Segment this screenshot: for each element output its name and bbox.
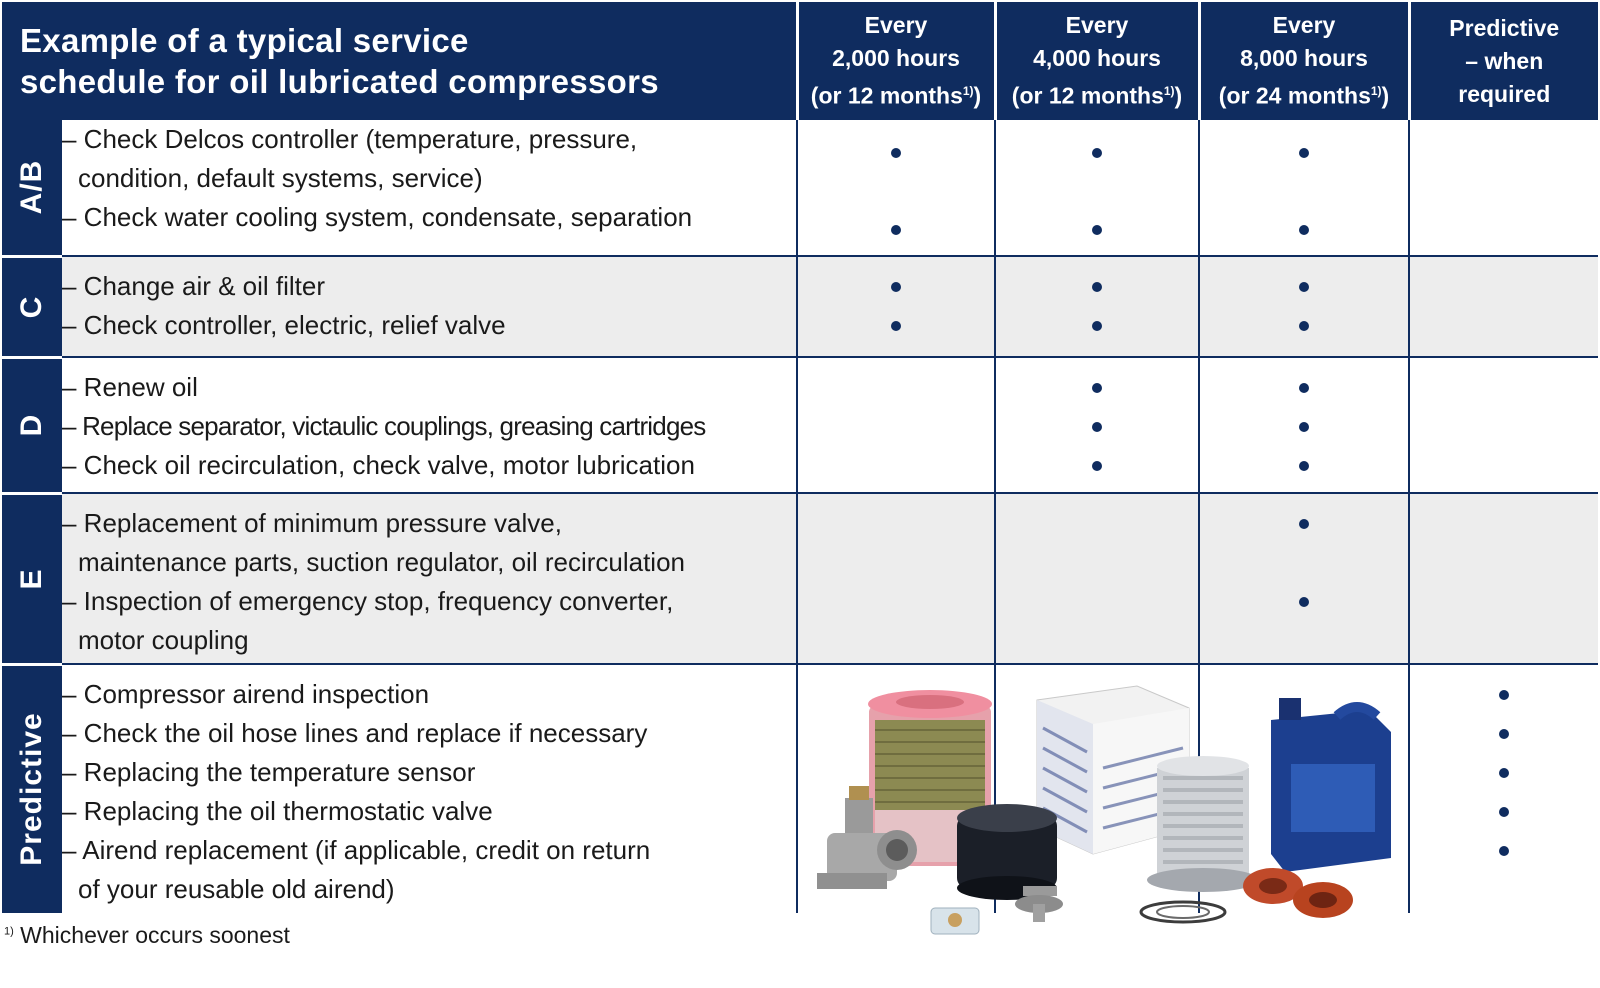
check-dot — [1299, 321, 1309, 331]
col-header-line: 2,000 hours — [832, 45, 960, 72]
task-line: – Compressor airend inspection — [62, 679, 430, 709]
col-header-line: Every — [1065, 12, 1129, 39]
task-line: of your reusable old airend) — [78, 874, 395, 904]
check-dot — [1299, 383, 1309, 393]
service-schedule — [2, 2, 1598, 913]
schedule-cell — [1409, 357, 1598, 493]
task-list — [62, 493, 797, 664]
task-line: maintenance parts, suction regulator, oil recirculation — [78, 547, 685, 577]
col-header-line: (or 24 months$^{1)}$) — [1218, 82, 1390, 109]
table-title — [2, 2, 797, 120]
schedule-cell — [995, 256, 1199, 357]
check-dot — [891, 321, 901, 331]
task-line: condition, default systems, service) — [78, 163, 483, 193]
table-row — [2, 664, 1598, 913]
col-header-line: Every — [1272, 12, 1336, 39]
col-header-line: 4,000 hours — [1033, 45, 1161, 72]
check-dot — [1299, 519, 1309, 529]
check-dot — [891, 225, 901, 235]
col-header-line: 8,000 hours — [1240, 45, 1368, 72]
check-dot — [1092, 461, 1102, 471]
category-c: C — [2, 256, 62, 357]
header-row — [2, 2, 1598, 120]
task-list — [62, 120, 797, 256]
schedule-cell — [1409, 256, 1598, 357]
col-header-line: (or 12 months$^{1)}$) — [1011, 82, 1183, 109]
category-ab: A/B — [2, 120, 62, 256]
task-line: – Renew oil — [62, 372, 198, 402]
title-line-1: Example of a typical service — [20, 22, 469, 59]
footnote-marker: 1) — [4, 925, 14, 938]
task-line: motor coupling — [78, 625, 249, 655]
col-header-line: required — [1458, 80, 1551, 107]
check-dot — [1299, 422, 1309, 432]
check-dot — [1299, 597, 1309, 607]
check-dot — [1499, 846, 1509, 856]
check-dot — [1299, 225, 1309, 235]
task-line: – Airend replacement (if applicable, credit on return — [62, 835, 651, 865]
task-list — [62, 664, 797, 913]
check-dot — [891, 148, 901, 158]
task-list — [62, 256, 797, 357]
table-row — [2, 120, 1598, 256]
schedule-cell — [1199, 256, 1409, 357]
title-line-2: schedule for oil lubricated compressors — [20, 63, 659, 100]
schedule-table — [2, 2, 1598, 913]
footnote — [4, 922, 290, 949]
task-line: – Check water cooling system, condensate, separation — [62, 202, 693, 232]
check-dot — [1499, 807, 1509, 817]
schedule-cell — [797, 357, 995, 493]
table-row — [2, 493, 1598, 664]
col-header-4000 — [995, 2, 1199, 120]
task-line: – Replacing the temperature sensor — [62, 757, 476, 787]
check-dot — [1499, 690, 1509, 700]
col-header-line: Predictive — [1449, 14, 1560, 41]
schedule-cell — [1199, 120, 1409, 256]
check-dot — [891, 282, 901, 292]
task-line: – Replacement of minimum pressure valve, — [62, 508, 562, 538]
task-line: – Replacing the oil thermostatic valve — [62, 796, 493, 826]
col-header-line: – when — [1465, 47, 1544, 74]
schedule-cell — [797, 120, 995, 256]
task-line: – Check Delcos controller (temperature, pressure, — [62, 124, 638, 154]
col-header-predictive — [1409, 2, 1598, 120]
check-dot — [1092, 225, 1102, 235]
category-e: E — [2, 493, 62, 664]
check-dot — [1092, 422, 1102, 432]
check-dot — [1499, 729, 1509, 739]
schedule-cell — [797, 493, 995, 664]
table-row — [2, 357, 1598, 493]
schedule-cell — [995, 493, 1199, 664]
schedule-cell — [995, 357, 1199, 493]
category-d: D — [2, 357, 62, 493]
task-line: – Change air & oil filter — [62, 271, 326, 301]
category-predictive: Predictive — [2, 664, 62, 913]
schedule-cell — [797, 256, 995, 357]
check-dot — [1092, 148, 1102, 158]
col-header-8000 — [1199, 2, 1409, 120]
task-line: – Check controller, electric, relief valve — [62, 310, 506, 340]
footnote-text: Whichever occurs soonest — [20, 922, 290, 948]
schedule-cell — [1199, 493, 1409, 664]
task-line: – Inspection of emergency stop, frequency converter, — [62, 586, 674, 616]
schedule-cell — [1409, 664, 1598, 913]
col-header-line: (or 12 months$^{1)}$) — [810, 82, 982, 109]
task-line: – Check oil recirculation, check valve, motor lubrication — [62, 450, 695, 480]
schedule-cell — [1199, 357, 1409, 493]
schedule-cell — [995, 120, 1199, 256]
schedule-cell — [1409, 120, 1598, 256]
check-dot — [1299, 148, 1309, 158]
col-header-line: Every — [864, 12, 928, 39]
check-dot — [1299, 282, 1309, 292]
col-header-2000 — [797, 2, 995, 120]
schedule-cell — [797, 664, 995, 913]
schedule-cell — [1199, 664, 1409, 913]
check-dot — [1092, 282, 1102, 292]
task-line: – Replace separator, victaulic couplings, greasing cartridges — [62, 411, 706, 441]
check-dot — [1092, 383, 1102, 393]
schedule-cell — [1409, 493, 1598, 664]
table-row — [2, 256, 1598, 357]
check-dot — [1092, 321, 1102, 331]
task-list — [62, 357, 797, 493]
task-line: – Check the oil hose lines and replace if necessary — [62, 718, 648, 748]
check-dot — [1499, 768, 1509, 778]
check-dot — [1299, 461, 1309, 471]
schedule-cell — [995, 664, 1199, 913]
